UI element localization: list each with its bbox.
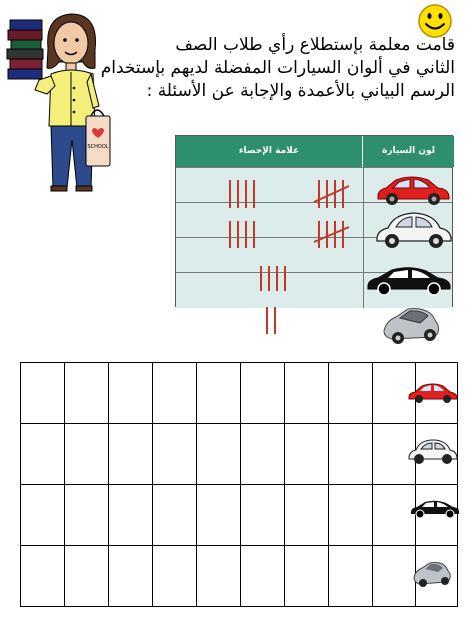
grid-row-line: [21, 545, 457, 546]
black-car-icon: [366, 262, 452, 296]
books-stack-icon: [7, 20, 43, 79]
red-car-icon: [374, 172, 452, 206]
grid-row-line: [21, 423, 457, 424]
grid-row-line: [21, 484, 457, 485]
instructions-text: [100, 34, 455, 103]
instruction-line: الرسم البياني بالأعمدة والإجابة عن الأسئلة :: [146, 81, 455, 101]
svg-text:SCHOOL: SCHOOL: [87, 144, 109, 150]
instruction-line: قامت معلمة بإستطلاع رأي طلاب الصف: [175, 35, 455, 55]
car-color-column-header: لون السيارة: [363, 136, 454, 167]
white-car-icon: [407, 436, 459, 466]
instruction-line: الثاني في ألوان السيارات المفضلة لديهم بإستخدام: [100, 58, 455, 78]
silver-car-icon: [411, 560, 453, 590]
white-car-icon: [374, 208, 454, 250]
tally-marks-layer: [175, 135, 375, 345]
tally-column-header: علامة الإحصاء: [176, 136, 363, 167]
silver-car-icon: [380, 305, 442, 347]
bar-graph-grid[interactable]: [20, 362, 458, 607]
black-car-icon: [409, 497, 461, 519]
school-bag-icon: [86, 110, 110, 166]
teacher-illustration: [3, 8, 128, 193]
red-car-icon: [407, 380, 459, 404]
